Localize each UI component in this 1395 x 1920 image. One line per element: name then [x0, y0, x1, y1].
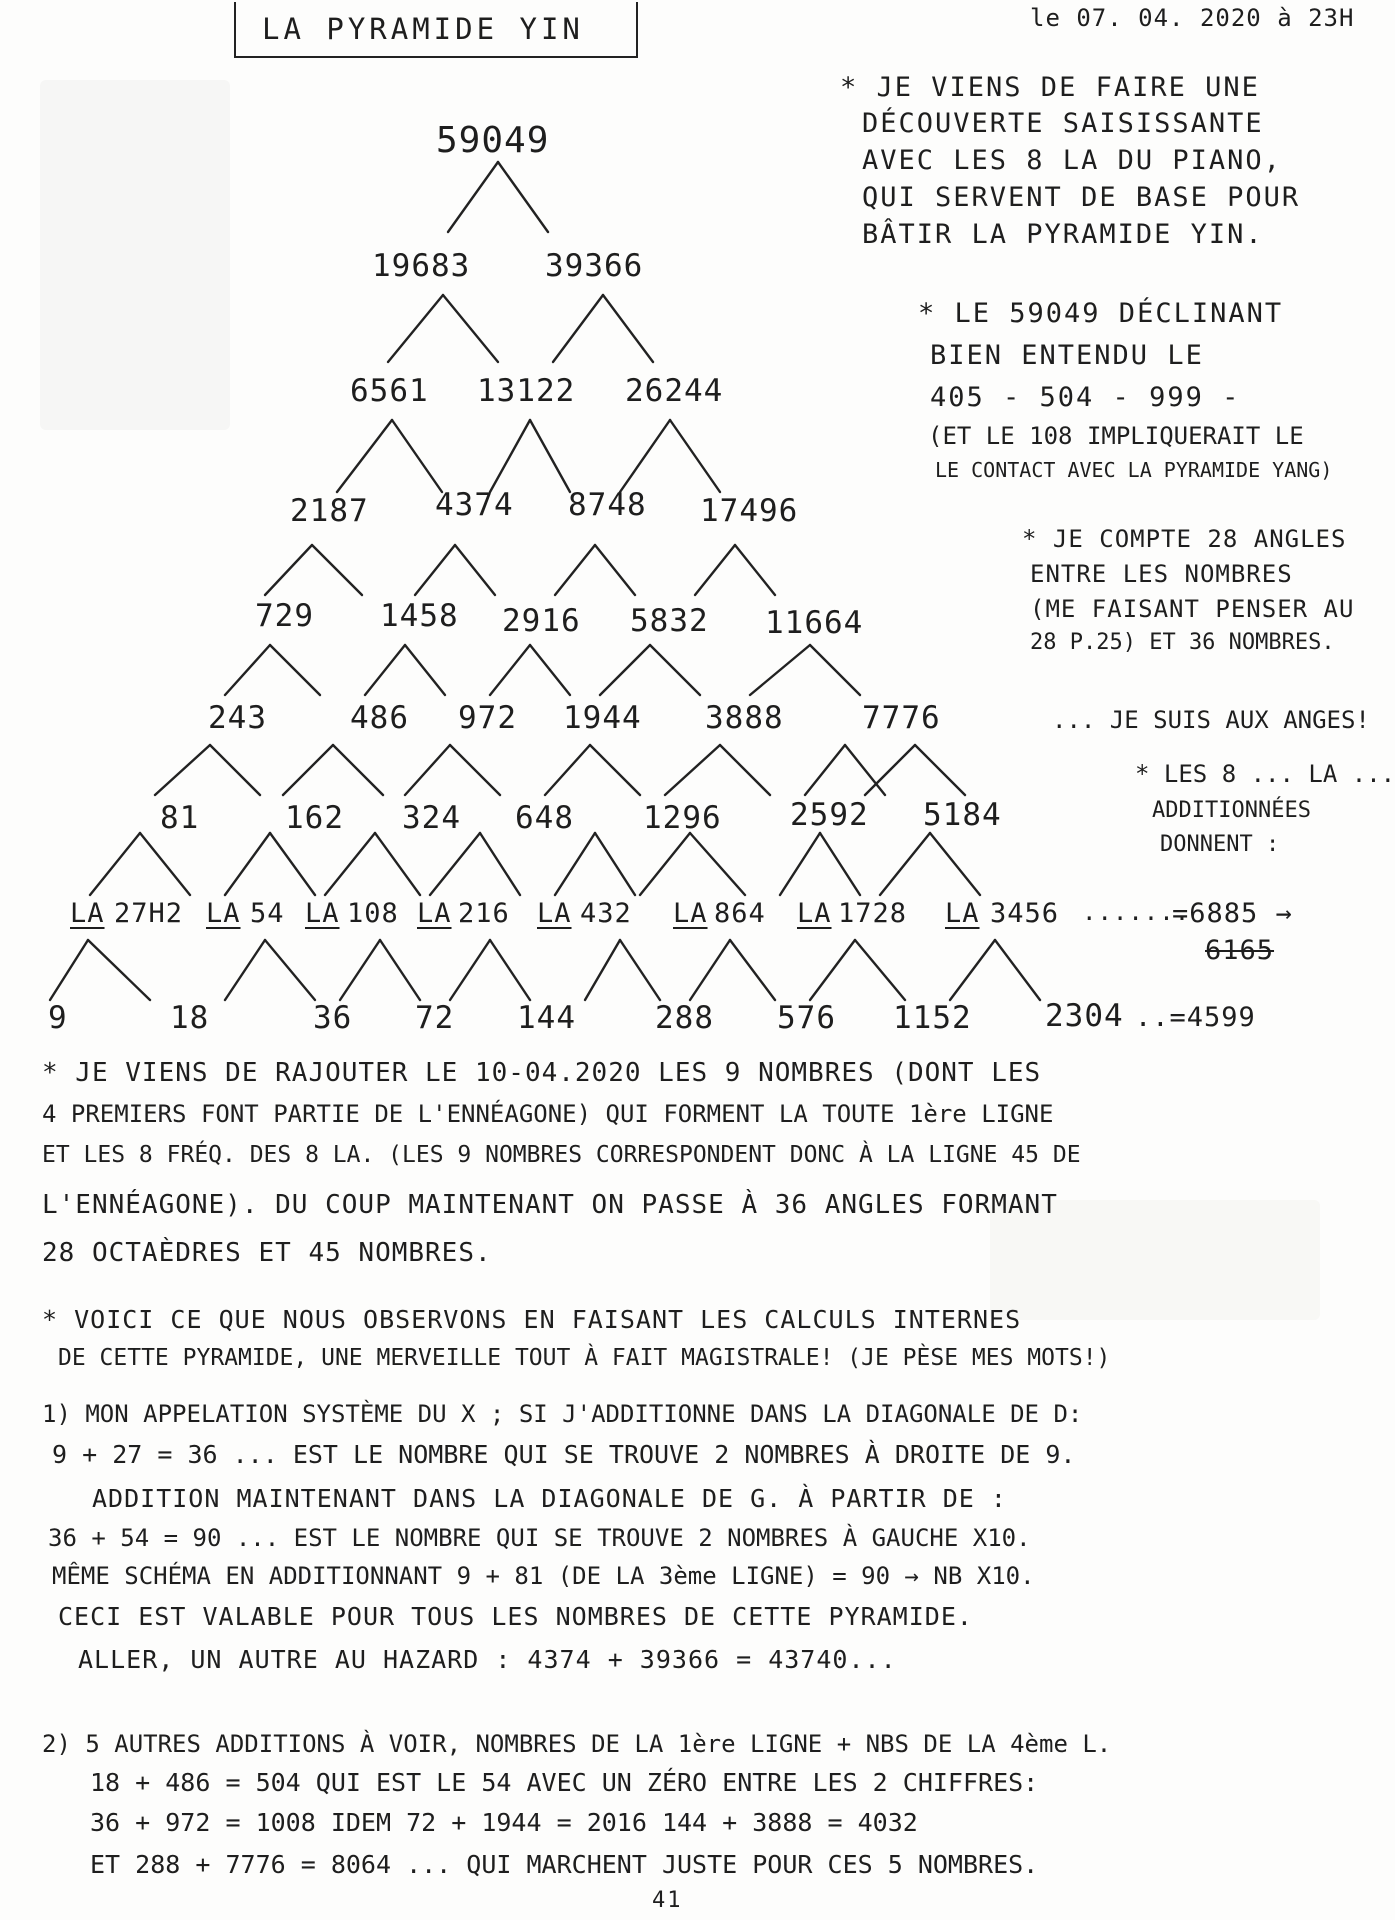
paragraph-line: 1) MON APPELATION SYSTÈME DU X ; SI J'ADDITIONNE DANS LA DIAGONALE DE D: — [42, 1400, 1083, 1428]
note-line: LE CONTACT AVEC LA PYRAMIDE YANG) — [935, 458, 1333, 482]
pyramid-number: 26244 — [625, 373, 724, 409]
pyramid-number: 81 — [160, 800, 200, 836]
pyramid-number: 2592 — [790, 797, 869, 833]
paragraph-line: L'ENNÉAGONE). DU COUP MAINTENANT ON PASSE À 36 ANGLES FORMANT — [42, 1190, 1058, 1220]
note-line: BÂTIR LA PYRAMIDE YIN. — [862, 219, 1264, 250]
pyramid-number: 1944 — [563, 700, 642, 736]
paragraph-line: ET 288 + 7776 = 8064 ... QUI MARCHENT JUSTE POUR CES 5 NOMBRES. — [90, 1850, 1039, 1879]
page-title: LA PYRAMIDE YIN — [262, 12, 584, 46]
note-line: ADDITIONNÉES — [1152, 798, 1311, 823]
paragraph-line: 9 + 27 = 36 ... EST LE NOMBRE QUI SE TROUVE 2 NOMBRES À DROITE DE 9. — [52, 1440, 1076, 1469]
la-frequency: 54 — [250, 898, 285, 929]
paragraph-line: 28 OCTAÈDRES ET 45 NOMBRES. — [42, 1238, 492, 1268]
la-label: LA — [797, 898, 832, 929]
la-label: LA — [70, 898, 105, 929]
pyramid-number: 486 — [350, 700, 409, 736]
la-label: LA — [945, 898, 980, 929]
pyramid-number: 17496 — [700, 493, 799, 529]
note-line: * JE VIENS DE FAIRE UNE — [840, 72, 1260, 103]
first-line-number: 72 — [415, 1000, 455, 1036]
note-line: BIEN ENTENDU LE — [930, 340, 1204, 371]
pyramid-number: 2916 — [502, 603, 581, 639]
pyramid-number: 39366 — [545, 248, 644, 284]
pyramid-number: 1458 — [380, 598, 459, 634]
la-frequency: 432 — [580, 898, 632, 929]
pyramid-number: 1296 — [643, 800, 722, 836]
first-line-number: 576 — [777, 1000, 836, 1036]
la-frequency: 108 — [347, 898, 399, 929]
la-sum: =6885 → — [1172, 898, 1293, 929]
paragraph-line: 36 + 972 = 1008 IDEM 72 + 1944 = 2016 144 + 3888 = 4032 — [90, 1808, 918, 1837]
pyramid-number: 13122 — [477, 373, 576, 409]
pyramid-number: 59049 — [436, 120, 550, 161]
paragraph-line: CECI EST VALABLE POUR TOUS LES NOMBRES DE CETTE PYRAMIDE. — [58, 1602, 973, 1631]
la-frequency: 216 — [458, 898, 510, 929]
note-line: ... JE SUIS AUX ANGES! — [1052, 706, 1370, 734]
note-line: (ET LE 108 IMPLIQUERAIT LE — [928, 422, 1304, 450]
paragraph-line: ET LES 8 FRÉQ. DES 8 LA. (LES 9 NOMBRES CORRESPONDENT DONC À LA LIGNE 45 DE — [42, 1142, 1081, 1168]
note-line: (ME FAISANT PENSER AU — [1030, 595, 1355, 623]
note-line: * LE 59049 DÉCLINANT — [918, 298, 1284, 329]
la-frequency: 27H2 — [114, 898, 184, 929]
la-label: LA — [417, 898, 452, 929]
note-line: * LES 8 ... LA ... — [1135, 760, 1395, 788]
paragraph-line: MÊME SCHÉMA EN ADDITIONNANT 9 + 81 (DE LA 3ème LIGNE) = 90 → NB X10. — [52, 1562, 1035, 1590]
la-label: LA — [537, 898, 572, 929]
pyramid-number: 5184 — [923, 797, 1002, 833]
pyramid-number: 648 — [515, 800, 574, 836]
pyramid-number: 324 — [402, 800, 461, 836]
first-line-number: 18 — [170, 1000, 210, 1036]
paragraph-line: ADDITION MAINTENANT DANS LA DIAGONALE DE G. À PARTIR DE : — [92, 1484, 1007, 1513]
pyramid-number: 729 — [255, 598, 314, 634]
note-line: 28 P.25) ET 36 NOMBRES. — [1030, 630, 1335, 655]
first-line-number: 144 — [517, 1000, 576, 1036]
la-label: LA — [206, 898, 241, 929]
first-line-number: 1152 — [893, 1000, 972, 1036]
paragraph-line: * JE VIENS DE RAJOUTER LE 10-04.2020 LES 9 NOMBRES (DONT LES — [42, 1058, 1042, 1088]
first-line-number: 9 — [48, 1000, 68, 1036]
note-line: AVEC LES 8 LA DU PIANO, — [862, 145, 1282, 176]
pyramid-number: 162 — [285, 800, 344, 836]
paragraph-line: DE CETTE PYRAMIDE, UNE MERVEILLE TOUT À FAIT MAGISTRALE! (JE PÈSE MES MOTS!) — [58, 1345, 1111, 1371]
paragraph-line: 2) 5 AUTRES ADDITIONS À VOIR, NOMBRES DE LA 1ère LIGNE + NBS DE LA 4ème L. — [42, 1730, 1112, 1758]
pyramid-number: 8748 — [568, 487, 647, 523]
date-stamp: le 07. 04. 2020 à 23H — [1030, 4, 1355, 32]
la-label: LA — [305, 898, 340, 929]
pyramid-number: 4374 — [435, 487, 514, 523]
note-line: DÉCOUVERTE SAISISSANTE — [862, 108, 1264, 139]
la-sum-crossed: 6165 — [1205, 935, 1275, 966]
paragraph-line: 36 + 54 = 90 ... EST LE NOMBRE QUI SE TROUVE 2 NOMBRES À GAUCHE X10. — [48, 1524, 1031, 1552]
first-line-number: 2304 — [1045, 998, 1124, 1034]
la-frequency: 3456 — [990, 898, 1060, 929]
la-frequency: 1728 — [838, 898, 908, 929]
paragraph-line: 18 + 486 = 504 QUI EST LE 54 AVEC UN ZÉRO ENTRE LES 2 CHIFFRES: — [90, 1768, 1039, 1797]
pyramid-number: 2187 — [290, 493, 369, 529]
note-line: ENTRE LES NOMBRES — [1030, 560, 1293, 588]
note-line: 405 - 504 - 999 - — [930, 382, 1241, 413]
pyramid-number: 3888 — [705, 700, 784, 736]
la-frequency: 864 — [714, 898, 766, 929]
pyramid-number: 243 — [208, 700, 267, 736]
paragraph-line: 4 PREMIERS FONT PARTIE DE L'ENNÉAGONE) QUI FORMENT LA TOUTE 1ère LIGNE — [42, 1100, 1054, 1128]
pyramid-number: 6561 — [350, 373, 429, 409]
page-number: 41 — [652, 1888, 683, 1913]
la-label: LA — [673, 898, 708, 929]
la-dots: ....... — [1082, 898, 1191, 926]
pyramid-number: 11664 — [765, 605, 864, 641]
note-line: * JE COMPTE 28 ANGLES — [1022, 525, 1347, 553]
pyramid-number: 972 — [458, 700, 517, 736]
first-line-number: 288 — [655, 1000, 714, 1036]
pyramid-number: 19683 — [372, 248, 471, 284]
pyramid-number: 7776 — [862, 700, 941, 736]
paragraph-line: * VOICI CE QUE NOUS OBSERVONS EN FAISANT LES CALCULS INTERNES — [42, 1305, 1022, 1334]
first-line-total: ..=4599 — [1135, 1002, 1256, 1033]
pyramid-number: 5832 — [630, 603, 709, 639]
note-line: DONNENT : — [1160, 832, 1280, 857]
paragraph-line: ALLER, UN AUTRE AU HAZARD : 4374 + 39366 = 43740... — [78, 1645, 897, 1674]
note-line: QUI SERVENT DE BASE POUR — [862, 182, 1301, 213]
first-line-number: 36 — [313, 1000, 353, 1036]
